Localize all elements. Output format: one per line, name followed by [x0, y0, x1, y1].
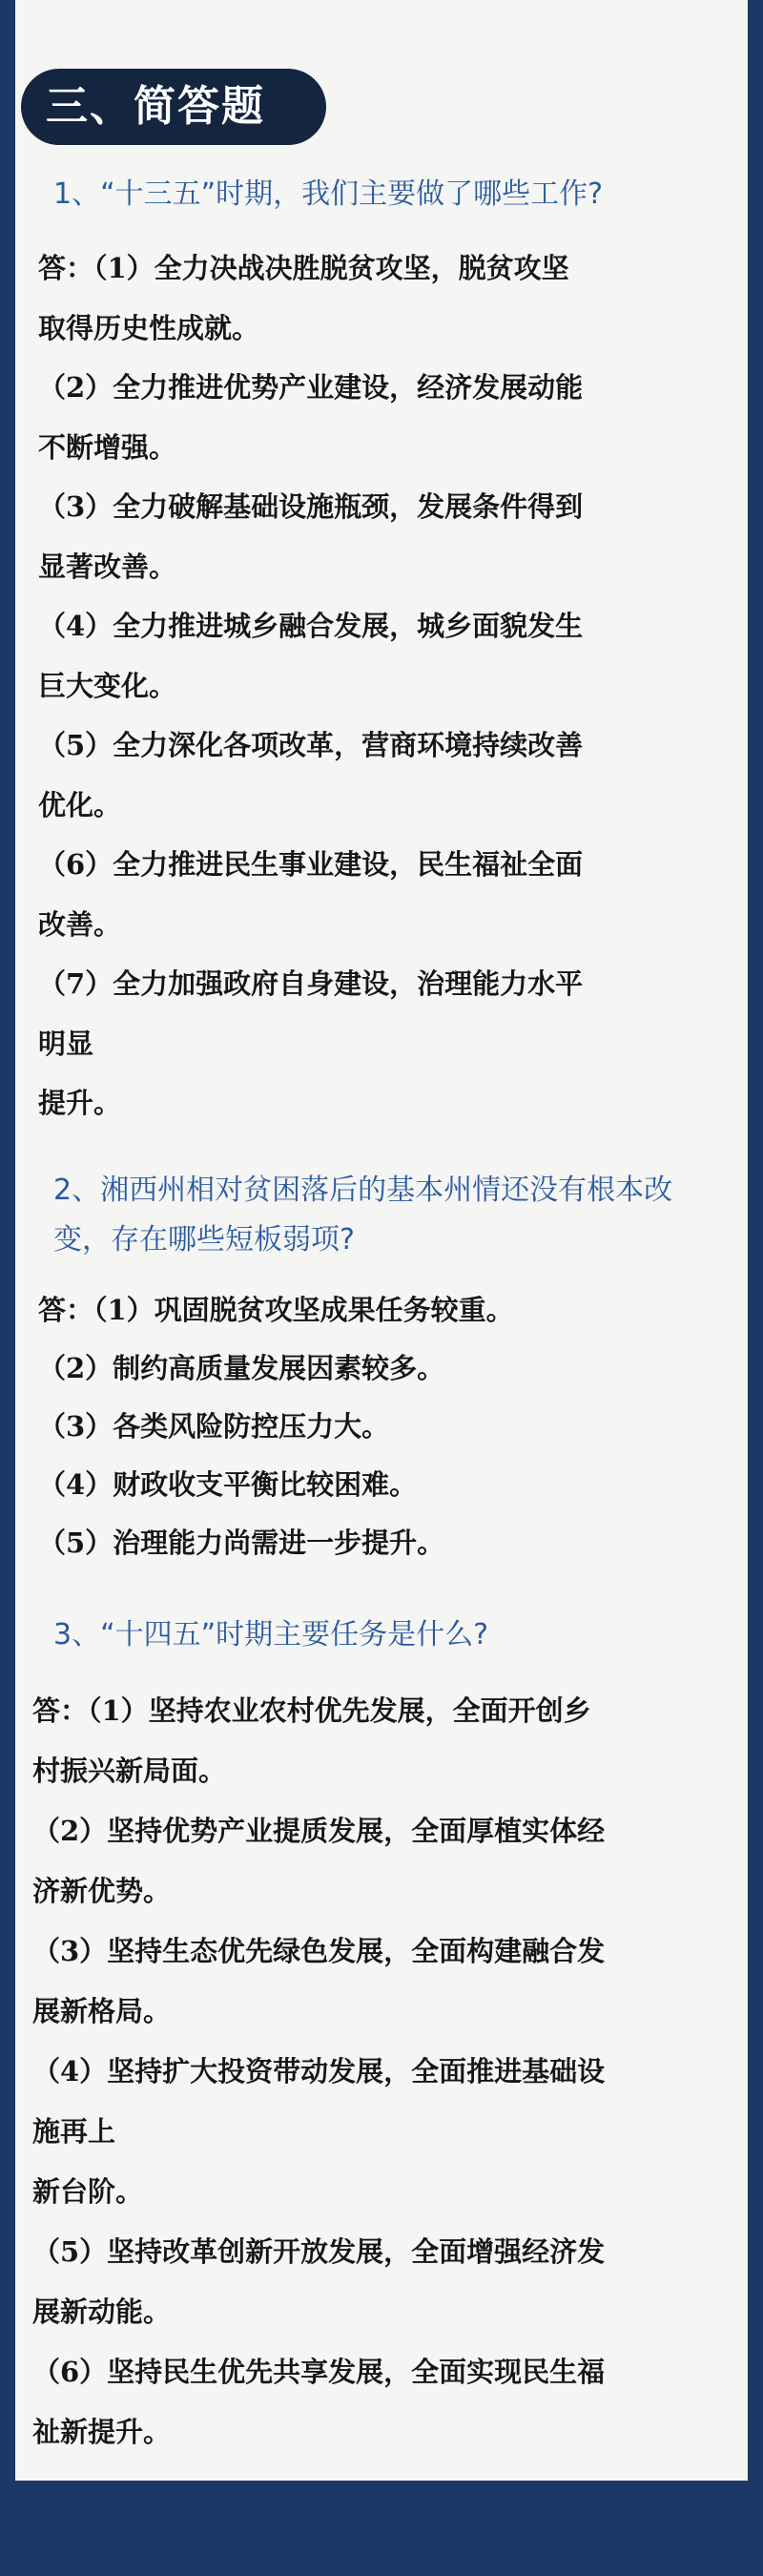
- answer-line: 新台阶。: [32, 2175, 144, 2208]
- question-2-title: [53, 1166, 721, 1265]
- answer-line: （5）全力深化各项改革，营商环境持续改善: [38, 729, 584, 761]
- answer-2: [38, 1281, 725, 1572]
- question-1-title-line: 1、“十三五”时期，我们主要做了哪些工作?: [53, 177, 604, 211]
- answer-line: （5）治理能力尚需进一步提升。: [38, 1527, 445, 1559]
- answer-line: （7）全力加强政府自身建设，治理能力水平: [38, 967, 584, 1000]
- question-2-title-line: 2、湘西州相对贫困落后的基本州情还没有根本改: [53, 1174, 673, 1207]
- answer-line: 取得历史性成就。: [38, 311, 260, 344]
- answer-line: （3）各类风险防控压力大。: [38, 1410, 390, 1443]
- answer-line: （4）全力推进城乡融合发展，城乡面貌发生: [38, 610, 584, 642]
- answer-1: [38, 239, 725, 1133]
- answer-line: （4）坚持扩大投资带动发展，全面推进基础设: [32, 2055, 606, 2088]
- answer-line: 显著改善。: [38, 550, 177, 583]
- answer-line: （6）全力推进民生事业建设，民生福祉全面: [38, 848, 584, 881]
- answer-line: （2）制约高质量发展因素较多。: [38, 1352, 445, 1384]
- content-panel: [15, 0, 748, 2481]
- answer-line: 答：（1）全力决战决胜脱贫攻坚，脱贫攻坚: [38, 252, 569, 284]
- answer-line: （3）全力破解基础设施瓶颈，发展条件得到: [38, 490, 584, 523]
- answer-line: 不断增强。: [38, 430, 177, 464]
- answer-line: 施再上: [32, 2115, 116, 2148]
- answer-line: 改善。: [38, 907, 122, 941]
- answer-line: （2）坚持优势产业提质发展，全面厚植实体经: [32, 1815, 606, 1847]
- answer-line: 村振兴新局面。: [32, 1755, 227, 1787]
- answer-line: 明显: [38, 1027, 94, 1060]
- section-title: 三、简答题: [21, 69, 326, 145]
- answer-line: （4）财政收支平衡比较困难。: [38, 1468, 418, 1501]
- answer-line: 提升。: [38, 1087, 122, 1119]
- answer-line: 答：（1）坚持农业农村优先发展，全面开创乡: [32, 1694, 591, 1727]
- answer-line: 答：（1）巩固脱贫攻坚成果任务较重。: [38, 1294, 514, 1326]
- question-3-title-line: 3、“十四五”时期主要任务是什么?: [53, 1618, 489, 1652]
- answer-line: 济新优势。: [32, 1875, 172, 1907]
- answer-line: 优化。: [38, 788, 122, 821]
- question-1-title: [53, 170, 721, 219]
- answer-line: （2）全力推进优势产业建设，经济发展动能: [38, 371, 584, 404]
- answer-line: 展新动能。: [32, 2296, 172, 2328]
- answer-line: （6）坚持民生优先共享发展，全面实现民生福: [32, 2356, 606, 2388]
- footer-strip: [0, 2492, 763, 2576]
- question-2-title-line: 变，存在哪些短板弱项?: [53, 1223, 355, 1257]
- answer-line: （5）坚持改革创新开放发展，全面增强经济发: [32, 2235, 606, 2268]
- answer-line: 祉新提升。: [32, 2416, 172, 2448]
- answer-line: （3）坚持生态优先绿色发展，全面构建融合发: [32, 1935, 606, 1967]
- question-3-title: [53, 1610, 721, 1660]
- answer-line: 展新格局。: [32, 1995, 172, 2027]
- answer-3: [32, 1681, 719, 2462]
- answer-line: 巨大变化。: [38, 669, 177, 702]
